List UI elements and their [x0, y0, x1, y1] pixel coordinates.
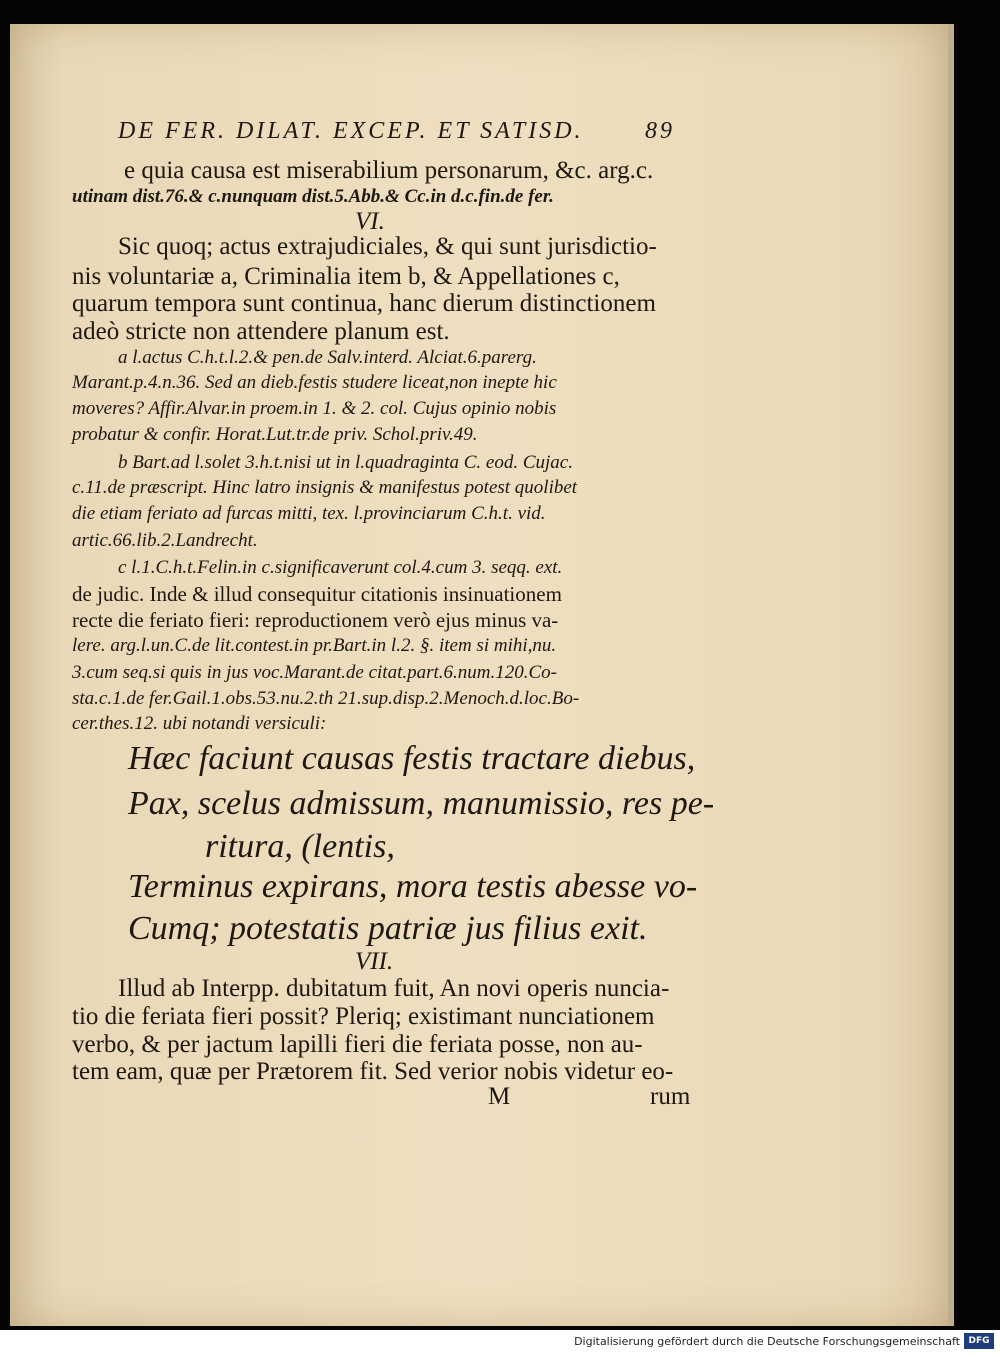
footnote-line: b Bart.ad l.solet 3.h.t.nisi ut in l.quadraginta C. eod. Cujac.: [118, 452, 573, 473]
text-line: quarum tempora sunt continua, hanc dierum distinctionem: [72, 290, 656, 317]
footnote-line: c l.1.C.h.t.Felin.in c.significaverunt col.4.cum 3. seqq. ext.: [118, 557, 563, 578]
footnote-line: moveres? Affir.Alvar.in proem.in 1. & 2. col. Cujus opinio nobis: [72, 398, 557, 419]
page-edge: [948, 24, 954, 1326]
text-line: adeò stricte non attendere planum est.: [72, 318, 450, 345]
verse-line: Pax, scelus admissum, manumissio, res pe-: [128, 785, 715, 822]
text-line: nis voluntariæ a, Criminalia item b, & Appellationes c,: [72, 263, 620, 290]
footer-bar: [0, 1330, 1000, 1354]
text-line: e quia causa est miserabilium personarum, &c. arg.c.: [124, 157, 654, 184]
footnote-line: artic.66.lib.2.Landrecht.: [72, 530, 258, 551]
text-line: tem eam, quæ per Prætorem fit. Sed verior nobis videtur eo-: [72, 1058, 674, 1085]
dfg-logo: DFG: [964, 1333, 994, 1349]
running-title: DE FER. DILAT. EXCEP. ET SATISD.: [118, 118, 584, 144]
text-line: tio die feriata fieri possit? Pleriq; existimant nunciationem: [72, 1003, 655, 1030]
text-line: verbo, & per jactum lapilli fieri die feriata posse, non au-: [72, 1031, 643, 1058]
section-heading: VI.: [355, 208, 385, 235]
footnote-line: die etiam feriato ad furcas mitti, tex. l.provinciarum C.h.t. vid.: [72, 503, 546, 524]
footnote-line: 3.cum seq.si quis in jus voc.Marant.de citat.part.6.num.120.Co-: [72, 662, 557, 683]
footnote-line: probatur & confir. Horat.Lut.tr.de priv. Schol.priv.49.: [72, 424, 478, 445]
footer-credit: Digitalisierung gefördert durch die Deutsche Forschungsgemeinschaft: [574, 1335, 960, 1348]
footnote-line: a l.actus C.h.t.l.2.& pen.de Salv.interd. Alciat.6.parerg.: [118, 347, 537, 368]
section-heading: VII.: [355, 948, 394, 975]
text-line: Illud ab Interpp. dubitatum fuit, An novi operis nuncia-: [118, 975, 670, 1002]
verse-line: Cumq; potestatis patriæ jus filius exit.: [128, 910, 648, 947]
page-number: 89: [645, 118, 675, 144]
verse-line: Terminus expirans, mora testis abesse vo-: [128, 868, 698, 905]
footnote-line: sta.c.1.de fer.Gail.1.obs.53.nu.2.th 21.sup.disp.2.Menoch.d.loc.Bo-: [72, 688, 580, 709]
text-line: Sic quoq; actus extrajudiciales, & qui sunt jurisdictio-: [118, 233, 657, 260]
footnote-line: lere. arg.l.un.C.de lit.contest.in pr.Bart.in l.2. §. item si mihi,nu.: [72, 635, 557, 656]
footnote-line: cer.thes.12. ubi notandi versiculi:: [72, 713, 327, 734]
text-line: utinam dist.76.& c.nunquam dist.5.Abb.& Cc.in d.c.fin.de fer.: [72, 186, 554, 207]
footnote-line: c.11.de præscript. Hinc latro insignis & manifestus potest quolibet: [72, 477, 578, 498]
footnote-line: recte die feriato fieri: reproductionem verò ejus minus va-: [72, 608, 559, 632]
verse-line: Hæc faciunt causas festis tractare diebus,: [128, 740, 696, 777]
verse-line: ritura, (lentis,: [205, 828, 395, 865]
footnote-line: Marant.p.4.n.36. Sed an dieb.festis studere liceat,non inepte hic: [72, 372, 557, 393]
catchword: rum: [650, 1083, 691, 1110]
footnote-line: de judic. Inde & illud consequitur citationis insinuationem: [72, 582, 562, 606]
signature-mark: M: [488, 1083, 511, 1110]
